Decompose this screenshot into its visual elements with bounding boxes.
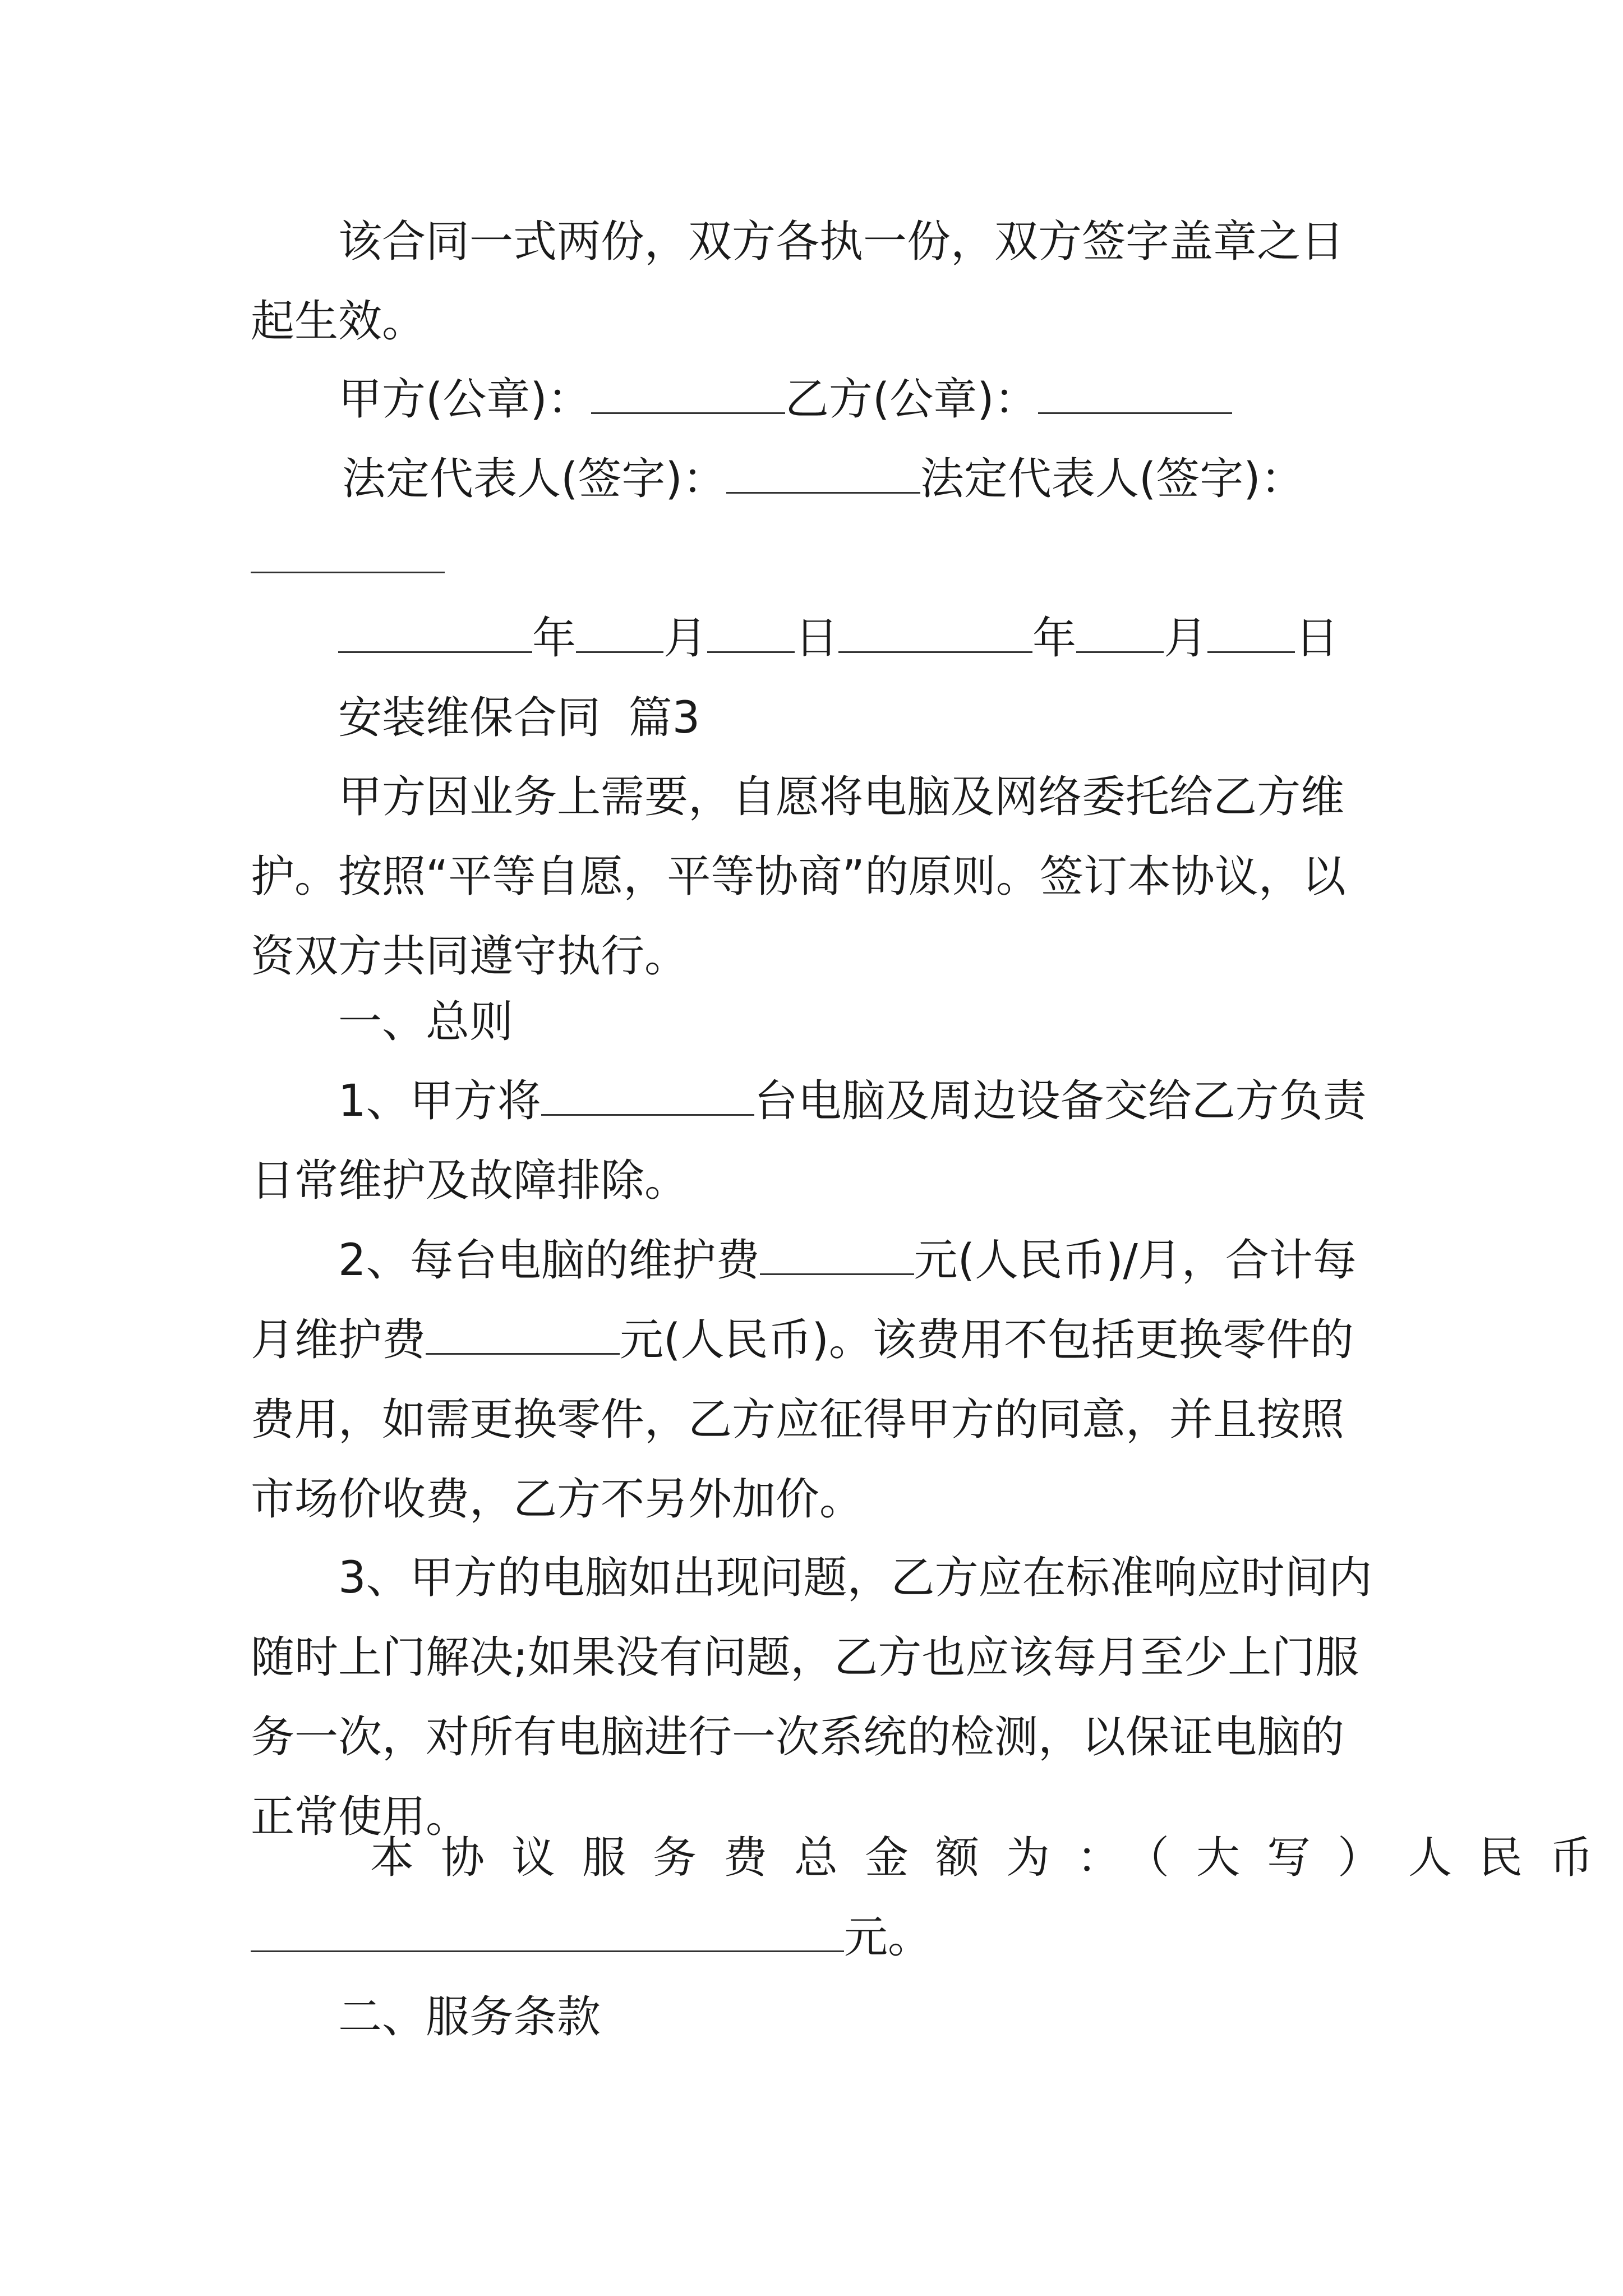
party-b-seal-label: 乙方(公章)： <box>785 374 1038 425</box>
date-day-blank-2 <box>1207 615 1295 653</box>
heading-general: 一、总则 <box>338 997 514 1047</box>
total-fee-blank <box>251 1915 844 1952</box>
item-1-blank <box>541 1078 754 1116</box>
section-title: 安装维保合同 篇3 <box>338 693 700 743</box>
party-a-rep-blank <box>726 456 920 494</box>
signature-seal-row <box>338 371 1232 427</box>
item-2-part-b: 元(人民币)/月，合计每月维护费 <box>251 1235 1357 1365</box>
date-month-blank-2 <box>1076 615 1164 653</box>
party-b-rep-label: 法定代表人(签字)： <box>920 454 1304 504</box>
party-a-seal-label: 甲方(公章)： <box>338 374 591 425</box>
date-day-blank <box>707 615 795 653</box>
signature-rep-row-continued <box>251 531 445 587</box>
item-2 <box>251 1221 1381 1539</box>
date-day-label: 日 <box>795 613 839 664</box>
date-year-label-2: 年 <box>1032 613 1077 664</box>
party-a-rep-label: 法定代表人(签字)： <box>342 454 726 504</box>
item-3: 3、甲方的电脑如出现问题，乙方应在标准响应时间内随时上门解决;如果没有问题，乙方也应该每月至少上门服务一次，对所有电脑进行一次系统的检测，以保证电脑的正常使用。 <box>251 1553 1372 1842</box>
heading-service-terms: 二、服务条款 <box>338 1992 601 2042</box>
party-a-seal-blank <box>591 376 785 414</box>
party-b-rep-blank <box>251 536 445 573</box>
date-year-label: 年 <box>532 613 577 664</box>
total-fee-unit: 元。 <box>844 1912 932 1963</box>
total-fee-amount-row <box>251 1910 932 1966</box>
item-1-suffix: 台电脑及周边设备交给乙方负责日常维护及故障排除。 <box>251 1076 1367 1206</box>
date-month-label: 月 <box>663 613 708 664</box>
item-2-blank-a <box>760 1237 914 1275</box>
item-2-part-a: 2、每台电脑的维护费 <box>338 1235 760 1286</box>
date-year-blank-2 <box>838 615 1032 653</box>
item-2-blank-b <box>426 1317 620 1355</box>
date-month-label-2: 月 <box>1164 613 1208 664</box>
item-1-prefix: 1、甲方将 <box>338 1076 541 1126</box>
signature-rep-row <box>342 451 1304 507</box>
date-year-blank <box>338 615 532 653</box>
item-2-part-c: 元(人民币)。该费用不包括更换零件的费用，如需更换零件，乙方应征得甲方的同意，并且按照市场价收费，乙方不另外加价。 <box>251 1315 1354 1525</box>
effect-clause: 该合同一式两份，双方各执一份，双方签字盖章之日起生效。 <box>251 217 1345 347</box>
date-day-label-2: 日 <box>1295 613 1339 664</box>
item-1 <box>251 1061 1381 1221</box>
intro-paragraph: 甲方因业务上需要，自愿将电脑及网络委托给乙方维护。按照“平等自愿，平等协商”的原则。签订本协议，以资双方共同遵守执行。 <box>251 772 1346 982</box>
party-b-seal-blank <box>1038 376 1232 414</box>
date-row <box>338 610 1339 666</box>
total-fee-line: 本协议服务费总金额为：（大写）人民币 <box>370 1833 1621 1883</box>
date-month-blank <box>576 615 663 653</box>
